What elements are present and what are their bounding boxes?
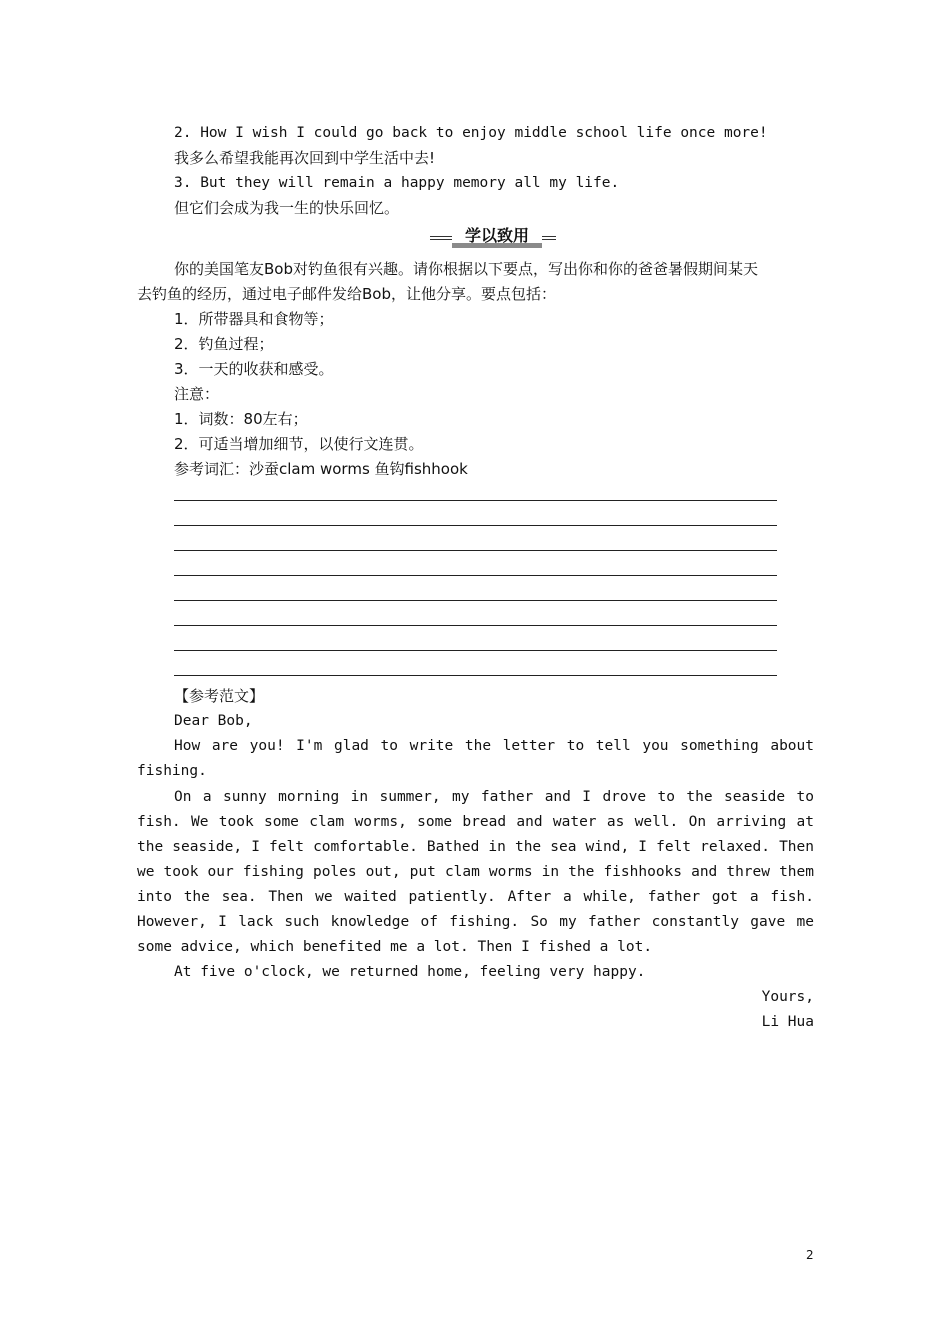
vocab-hint: 参考词汇：沙蚕clam worms 鱼钩fishhook	[174, 460, 468, 478]
note-2: 2．可适当增加细节，以使行文连贯。	[174, 435, 424, 453]
answer-line[interactable]	[174, 675, 777, 676]
task-point-1: 1．所带器具和食物等；	[174, 310, 334, 328]
task-prompt-line-2: 去钓鱼的经历，通过电子邮件发给Bob，让他分享。要点包括：	[137, 285, 556, 303]
header-rule-right	[542, 236, 556, 240]
note-1: 1．词数：80左右；	[174, 410, 308, 428]
sample-signature: Li Hua	[761, 1014, 814, 1030]
section-header	[430, 226, 556, 248]
answer-line[interactable]	[174, 625, 777, 626]
sample-greeting: Dear Bob,	[174, 713, 253, 729]
task-point-3: 3．一天的收获和感受。	[174, 360, 334, 378]
example-3-en: 3. But they will remain a happy memory all my life.	[174, 175, 620, 191]
header-rule-left	[430, 236, 452, 240]
example-2-en: 2. How I wish I could go back to enjoy middle school life once more!	[174, 125, 768, 141]
answer-line[interactable]	[174, 550, 777, 551]
answer-line[interactable]	[174, 650, 777, 651]
example-2-zh: 我多么希望我能再次回到中学生活中去!	[174, 149, 436, 167]
sample-paragraph-3: At five o'clock, we returned home, feeling very happy.	[174, 964, 646, 980]
task-prompt-line-1: 你的美国笔友Bob对钓鱼很有兴趣。请你根据以下要点，写出你和你的爸爸暑假期间某天	[174, 260, 758, 278]
answer-line[interactable]	[174, 575, 777, 576]
notes-label: 注意：	[174, 385, 220, 403]
answer-line[interactable]	[174, 500, 777, 501]
section-title: 学以致用	[464, 226, 529, 245]
page-number: 2	[806, 1248, 814, 1262]
example-3-zh: 但它们会成为我一生的快乐回忆。	[174, 199, 400, 217]
answer-line[interactable]	[174, 525, 777, 526]
sample-label: 【参考范文】	[174, 687, 265, 705]
sample-closing: Yours,	[761, 989, 814, 1005]
sample-paragraph-2: On a sunny morning in summer, my father and I drove to the seaside to fish. We took some clam worms, some bread and water as well. On arriving at the seaside, I felt comfortable. Bathed in the sea wind, I felt relaxed. Then we took our fishing poles out, put clam worms in the fishhooks and threw them into the sea. Then we waited patiently. After a while, father got a fish. However, I lack such knowledge of fishing. So my father constantly gave me some advice, which benefited me a lot. Then I fished a lot.	[137, 789, 814, 955]
answer-line[interactable]	[174, 600, 777, 601]
task-point-2: 2．钓鱼过程；	[174, 335, 274, 353]
sample-paragraph-1: How are you! I'm glad to write the letter to tell you something about fishing.	[137, 738, 814, 779]
